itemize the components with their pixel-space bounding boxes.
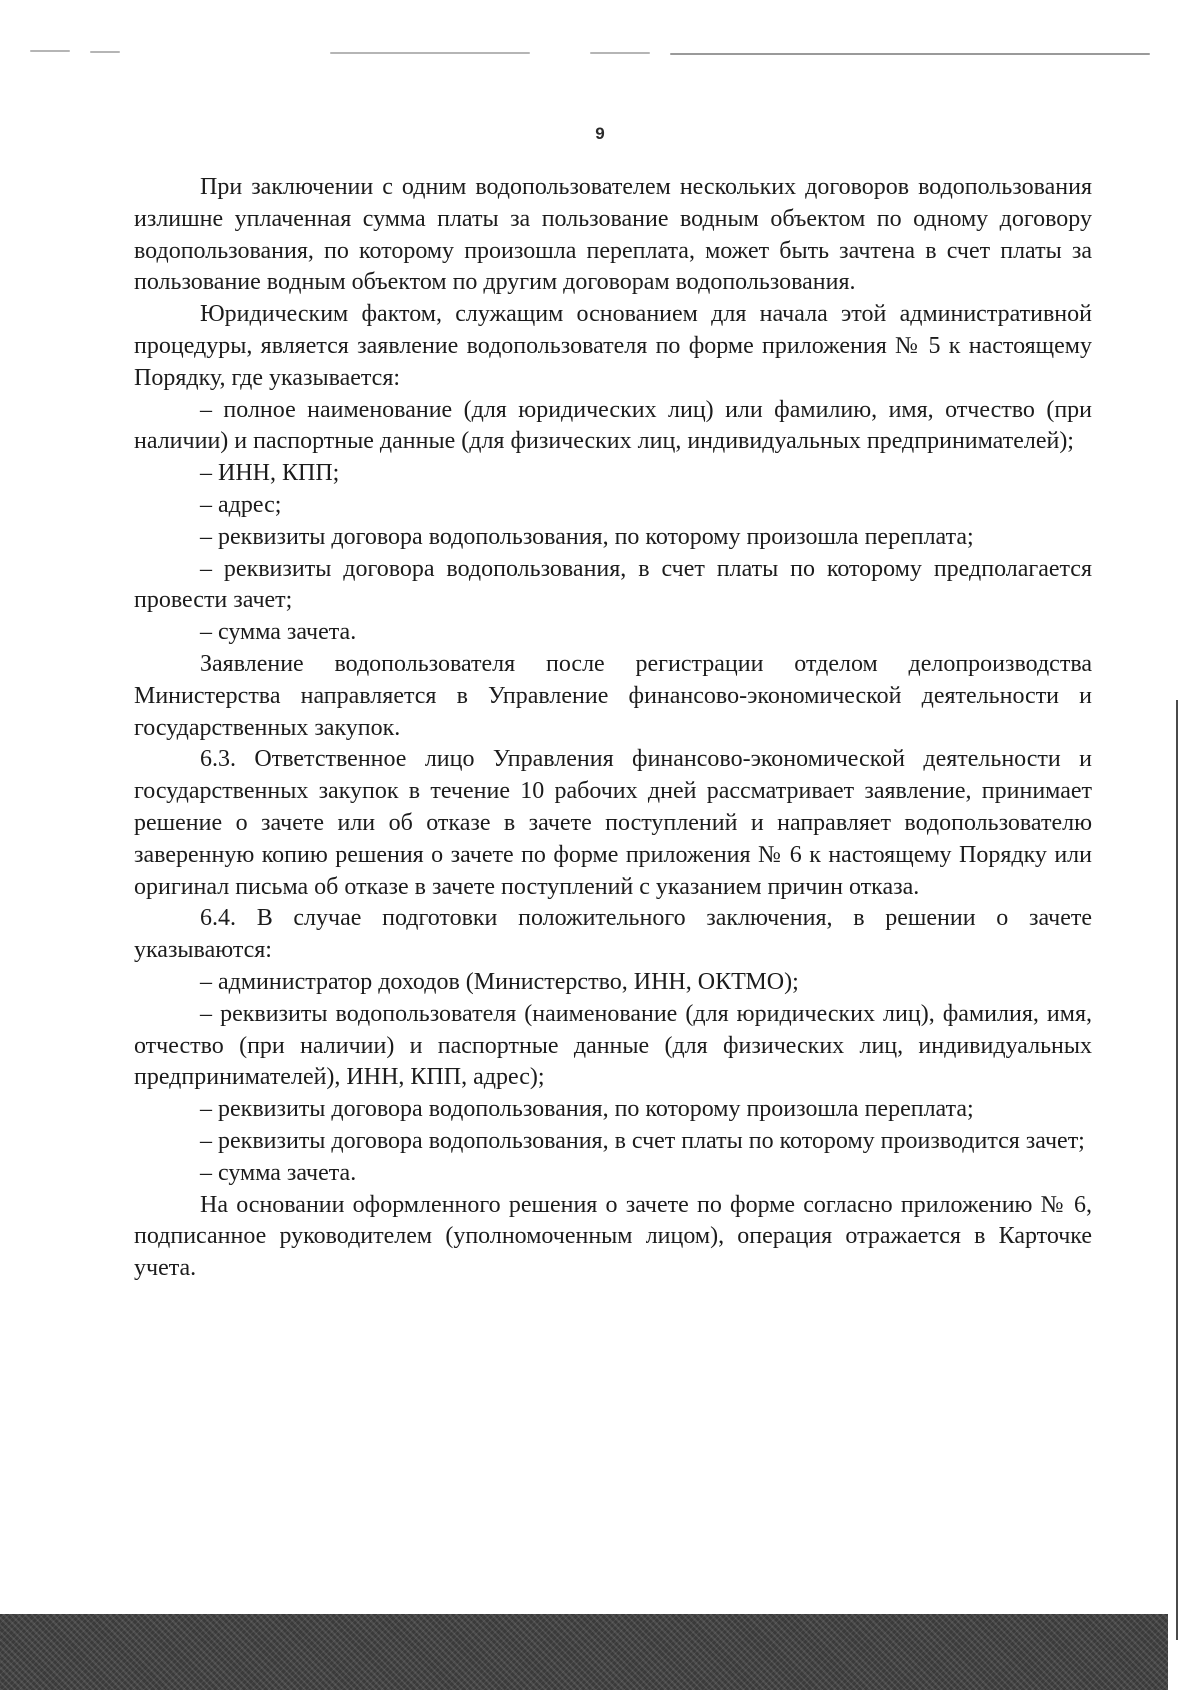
paragraph: Юридическим фактом, служащим основанием для начала этой административной процедуры, является заявление водопользователя по форме приложения № 5 к настоящему Порядку, где указывается:	[134, 301, 1092, 391]
paragraph: 6.4. В случае подготовки положительного заключения, в решении о зачете указываются:	[134, 905, 1092, 964]
list-item: – адрес;	[200, 491, 282, 518]
list-item: – администратор доходов (Министерство, ИНН, ОКТМО);	[200, 968, 799, 995]
paragraph: При заключении с одним водопользователем нескольких договоров водопользования излишне уплаченная сумма платы за пользование водным объектом по одному договору водопользования, по которому произошла переплата, может быть зачтена в счет платы за пользование водным объектом по другим договорам водопользования.	[134, 174, 1092, 296]
paragraph: 6.3. Ответственное лицо Управления финансово-экономической деятельности и государственных закупок в течение 10 рабочих дней рассматривает заявление, принимает решение о зачете или об отказе в зачете поступлений и направляет водопользователю заверенную копию решения о зачете по форме приложения № 6 к настоящему Порядку или оригинал письма об отказе в зачете поступлений с указанием причин отказа.	[134, 746, 1092, 900]
list-item: – реквизиты договора водопользования, по которому произошла переплата;	[200, 523, 974, 550]
scan-edge-line	[1176, 700, 1178, 1640]
list-item: – реквизиты водопользователя (наименование (для юридических лиц), фамилия, имя, отчество (при наличии) и паспортные данные (для физических лиц, индивидуальных предпринимателей), ИНН, КПП, адрес);	[134, 1000, 1092, 1091]
paragraph: На основании оформленного решения о зачете по форме согласно приложению № 6, подписанное руководителем (уполномоченным лицом), операция отражается в Карточке учета.	[134, 1191, 1092, 1282]
paragraph: Заявление водопользователя после регистрации отделом делопроизводства Министерства направляется в Управление финансово-экономической деятельности и государственных закупок.	[134, 650, 1092, 741]
scan-artifact-footer-band	[0, 1614, 1168, 1690]
list-item: – реквизиты договора водопользования, по которому произошла переплата;	[200, 1096, 974, 1123]
scan-artifact-top	[30, 46, 1180, 76]
list-item: – реквизиты договора водопользования, в счет платы по которому производится зачет;	[200, 1127, 1085, 1154]
list-item: – полное наименование (для юридических лиц) или фамилию, имя, отчество (при наличии) и паспортные данные (для физических лиц, индивидуальных предпринимателей);	[134, 396, 1092, 455]
page-number: 9	[595, 124, 605, 143]
list-item: – реквизиты договора водопользования, в счет платы по которому предполагается провести зачет;	[134, 555, 1092, 614]
list-item: – ИНН, КПП;	[200, 460, 340, 487]
document-body	[134, 172, 1092, 1285]
list-item: – сумма зачета.	[200, 619, 357, 646]
list-item: – сумма зачета.	[200, 1159, 357, 1186]
